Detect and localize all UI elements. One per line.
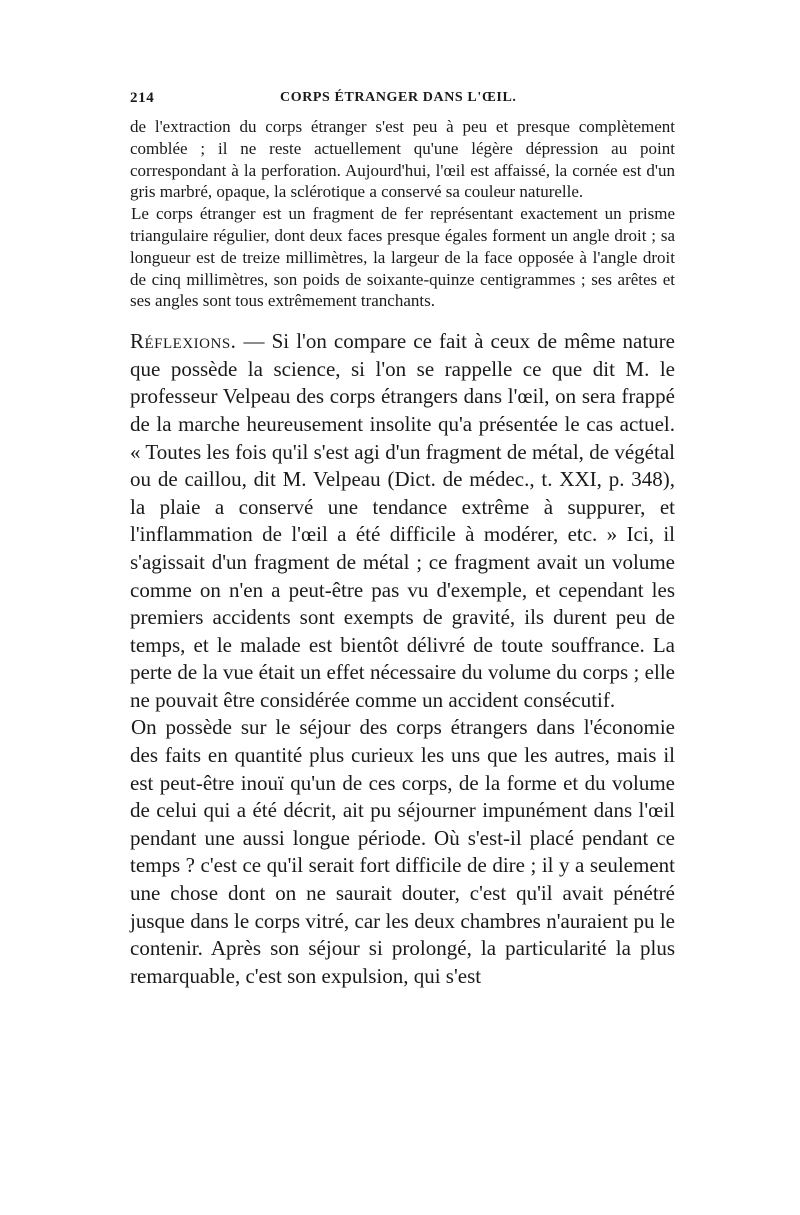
page-number: 214: [130, 90, 155, 106]
book-page: [130, 88, 675, 990]
reflexions-paragraph-1: [130, 328, 675, 714]
reflexions-text: [130, 328, 675, 990]
observation-text: [130, 116, 675, 312]
reflexions-paragraph-1-body: — Si l'on compare ce fait à ceux de même nature que possède la science, si l'on se rappelle ce que dit M. le professeur Velpeau des corps étrangers dans l'œil, on sera frappé de la marche heureusement insolite qu'a présentée le cas actuel. « Toutes les fois qu'il s'est agi d'un fragment de métal, de végétal ou de caillou, dit M. Velpeau (Dict. de médec., t. XXI, p. 348), la plaie a conservé une tendance extrême à suppurer, et l'inflammation de l'œil a été difficile à modérer, etc. » Ici, il s'agissait d'un fragment de métal ; ce fragment avait un volume comme on n'en a peut-être pas vu d'exemple, et cependant les premiers accidents sont exempts de gravité, ils durent peu de temps, et le malade est bientôt délivré de toute souffrance. La perte de la vue était un effet nécessaire du volume du corps ; elle ne pouvait être considérée comme un accident consécutif.: [130, 329, 675, 712]
reflexions-paragraph-2: On possède sur le séjour des corps étrangers dans l'économie des faits en quantité plus curieux les uns que les autres, mais il est peut-être inouï qu'un de ces corps, de la forme et du volume de celui qui a été décrit, ait pu séjourner impunément dans l'œil pendant une aussi longue période. Où s'est-il placé pendant ce temps ? c'est ce qu'il serait fort difficile de dire ; il y a seulement une chose dont on ne saurait douter, c'est qu'il avait pénétré jusque dans le corps vitré, car les deux chambres n'auraient pu le contenir. Après son séjour si prolongé, la particularité la plus remarquable, c'est son expulsion, qui s'est: [130, 715, 675, 988]
observation-paragraph-1: de l'extraction du corps étranger s'est peu à peu et presque complètement comblée ; il ne reste actuellement qu'une légère dépression au point correspondant à la perforation. Aujourd'hui, l'œil est affaissé, la cornée est d'un gris marbré, opaque, la sclérotique a conservé sa couleur naturelle.: [130, 117, 675, 202]
running-head: [130, 88, 675, 116]
running-title: CORPS ÉTRANGER DANS L'ŒIL.: [280, 90, 517, 105]
observation-paragraph-2: Le corps étranger est un fragment de fer représentant exactement un prisme triangulaire régulier, dont deux faces presque égales forment un angle droit ; sa longueur est de treize millimètres, la largeur de la face opposée à l'angle droit de cinq millimètres, son poids de soixante-quinze centigrammes ; ses arêtes et ses angles sont tous extrêmement tranchants.: [130, 204, 675, 311]
reflexions-lead: Réflexions.: [130, 329, 237, 354]
